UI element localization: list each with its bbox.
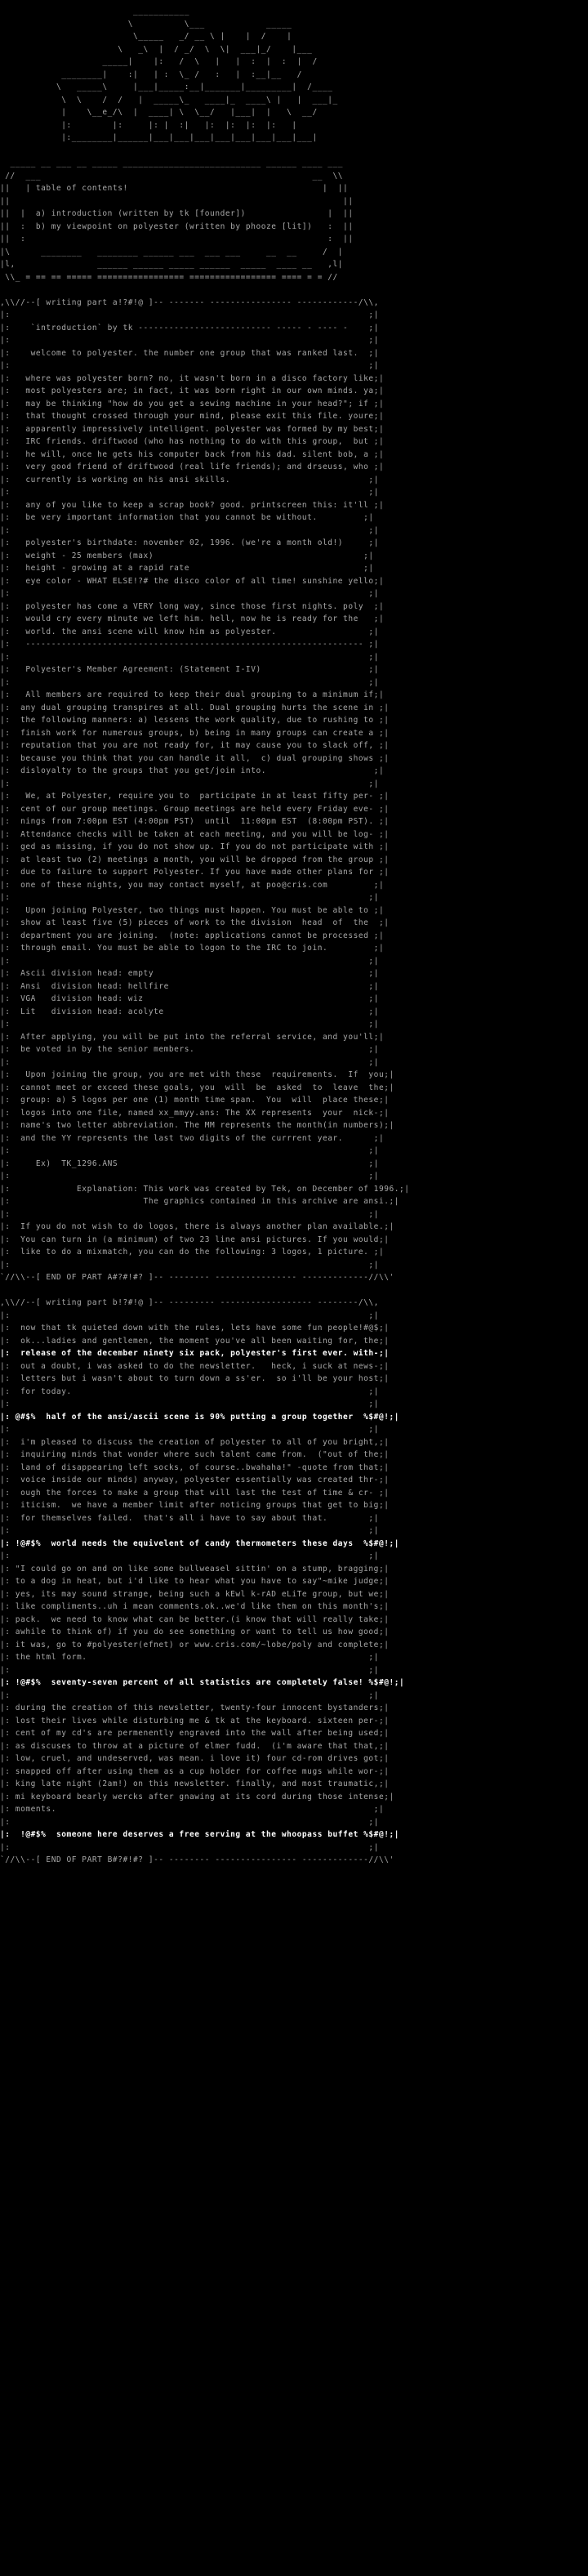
text-line: \_____ _/ __ \ | | / | <box>0 32 292 41</box>
text-line: |: Upon joining the group, you are met with these requirements. If you;| <box>0 1070 394 1079</box>
text-line: |: name's two letter abbreviation. The MM represents the month(in numbers);| <box>0 1121 394 1130</box>
text-line: |: eye color - WHAT ELSE!?# the disco color of all time! sunshine yello;| <box>0 576 385 586</box>
text-line: |: would cry every minute we left him. hell, now he is ready for the ;| <box>0 614 385 623</box>
text-line: |: Upon joining Polyester, two things must happen. You must be able to ;| <box>0 905 385 915</box>
text-line: |: ough the forces to make a group that will last the test of time & cr- ;| <box>0 1488 390 1498</box>
text-line: ,\\//--[ writing part b!?#!@ ]-- --------- ------------------ --------/\\, <box>0 1298 379 1307</box>
text-line: |: IRC friends. driftwood (who has nothing to do with this group, but ;| <box>0 437 385 446</box>
text-line: |: ;| <box>0 1260 379 1270</box>
text-line: |: now that tk quieted down with the rules, lets have some fun people!#@$;| <box>0 1324 390 1333</box>
text-line: |: snapped off after using them as a cup holder for coffee mugs while wor-;| <box>0 1766 390 1776</box>
text-line: |: weight - 25 members (max) ;| <box>0 551 374 560</box>
text-line: |: through email. You must be able to logon to the IRC to join. ;| <box>0 944 385 953</box>
text-line: |: pack. we need to know what can be better.(i know that will really take;| <box>0 1614 390 1624</box>
text-line: |: welcome to polyester. the number one group that was ranked last. ;| <box>0 348 379 358</box>
text-line: `//\\--[ END OF PART B#?#!#? ]-- -------- ---------------- -------------//\\' <box>0 1855 394 1864</box>
text-line: |: it was, go to #polyester(efnet) or www.cris.com/~lobe/poly and complete;| <box>0 1640 390 1650</box>
text-line: |: during the creation of this newsletter, twenty-four innocent bystanders;| <box>0 1703 390 1712</box>
text-line: |: for today. ;| <box>0 1386 379 1396</box>
text-line: |: one of these nights, you may contact myself, at poo@cris.com ;| <box>0 880 385 890</box>
text-line: |: cannot meet or exceed these goals, you will be asked to leave the;| <box>0 1083 394 1092</box>
text-line <box>0 283 588 297</box>
text-line: |: ------------------------------------------------------------------ ;| <box>0 640 379 649</box>
text-line: |: All members are required to keep their dual grouping to a minimum if;| <box>0 690 385 699</box>
text-line: |: ;| <box>0 1842 379 1852</box>
text-line: |: the html form. ;| <box>0 1653 379 1662</box>
text-line: |: Attendance checks will be taken at each meeting, and you will be log- ;| <box>0 829 390 839</box>
text-line: |: The graphics contained in this archive are ansi.;| <box>0 1197 400 1206</box>
text-line: |: !@#$% world needs the equivelent of candy thermometers these days %$#@!;| <box>0 1538 400 1548</box>
text-line: |: ;| <box>0 1020 379 1029</box>
text-line: \ _\ | / _/ \ \| ___|_/ |___ <box>0 44 313 54</box>
text-line: |: show at least five (5) pieces of work to the division head of the ;| <box>0 918 390 927</box>
text-line: |: You can turn in (a minimum) of two 23 line ansi pictures. If you would;| <box>0 1234 390 1244</box>
text-line: _____ __ ___ __ _____ ___________________________ ______ ____ ___ <box>0 158 344 167</box>
text-line: |: disloyalty to the groups that you get/join into. ;| <box>0 766 385 775</box>
text-line: |: polyester's birthdate: november 02, 1996. (we're a month old!) ;| <box>0 538 379 547</box>
text-line: |: any dual grouping transpires at all. Dual grouping hurts the scene in ;| <box>0 703 390 712</box>
text-line: |: as discuses to throw at a picture of elmer fudd. (i'm aware that that,;| <box>0 1741 390 1751</box>
text-line: |: "I could go on and on like some bullweasel sittin' on a stump, bragging;| <box>0 1564 390 1574</box>
text-line: |: where was polyester born? no, it wasn't born in a disco factory like;| <box>0 373 385 383</box>
text-line: |: ;| <box>0 1209 379 1219</box>
text-line: |: ;| <box>0 488 379 497</box>
text-line: |: currently is working on his ansi skills. ;| <box>0 475 379 484</box>
text-line: |: mi keyboard bearly wercks after gnawing at its cord during those intense;| <box>0 1792 394 1801</box>
text-line: \ \ / / | _____\_ ____|_ ____\ | | ___|_ <box>0 95 338 105</box>
text-line: |: ;| <box>0 589 379 598</box>
text-line: |: @#$% half of the ansi/ascii scene is 90% putting a group together %$#@!;| <box>0 1412 400 1422</box>
text-line: | \__e_/\ | ____| \ \__/ |___| | \ __/ <box>0 108 318 117</box>
text-line: ___________ <box>0 7 189 16</box>
text-line: |: awhile to think of) if you do see something or want to tell us how good;| <box>0 1627 390 1636</box>
text-line: |: department you are joining. (note: applications cannot be processed ;| <box>0 931 385 940</box>
text-line: |: like compliments..uh i mean comments.ok..we'd like them on this month's;| <box>0 1602 390 1611</box>
text-line: |: After applying, you will be put into the referral service, and you'll;| <box>0 1032 385 1042</box>
text-line: |: voice inside our minds) anyway, polyester essentially was created thr-;| <box>0 1476 390 1484</box>
text-line: |: he will, once he gets his computer back from his dad. silent bob, a ;| <box>0 449 385 459</box>
text-line: || | table of contents! | || <box>0 184 349 193</box>
text-line: |: ;| <box>0 1551 379 1560</box>
text-line <box>0 1284 588 1297</box>
text-line: |: the following manners: a) lessens the work quality, due to rushing to ;| <box>0 716 390 725</box>
text-line: |: be voted in by the senior members. ;| <box>0 1045 379 1054</box>
text-line: |: reputation that you are not ready for, it may cause you to slack off, ;| <box>0 741 390 750</box>
text-line: |: Ascii division head: empty ;| <box>0 969 379 978</box>
text-line: |: iticism. we have a member limit after noticing groups that get to big;| <box>0 1501 390 1510</box>
text-line: |: |: |: | :| |: |: |: |: | <box>0 120 297 130</box>
text-line: |: king late night (2am!) on this newsletter. finally, and most traumatic,;| <box>0 1779 390 1788</box>
text-line: |: We, at Polyester, require you to participate in at least fifty per- ;| <box>0 792 390 801</box>
text-line: |: and the YY represents the last two digits of the currrent year. ;| <box>0 1133 385 1143</box>
text-line: |: ;| <box>0 1146 379 1155</box>
text-line: |: ;| <box>0 1690 379 1700</box>
text-line: |: !@#$% seventy-seven percent of all statistics are completely false! %$#@!;| <box>0 1678 405 1687</box>
text-line: |: ;| <box>0 779 379 788</box>
text-line: |: ;| <box>0 1057 379 1067</box>
text-line: |: VGA division head: wiz ;| <box>0 994 379 1003</box>
text-line: || | a) introduction (written by tk [founder]) | || <box>0 209 354 218</box>
text-line: |: due to failure to support Polyester. If you have made other plans for ;| <box>0 868 390 877</box>
text-line: _____| |: / \ | | : | : | / <box>0 57 318 66</box>
text-line: |: height - growing at a rapid rate ;| <box>0 564 374 573</box>
text-line: |: ;| <box>0 677 379 687</box>
text-line: |: out a doubt, i was asked to do the newsletter. heck, i suck at news-;| <box>0 1361 390 1371</box>
text-line: |: land of disappearing left socks, of course..bwahaha!" -quote from that;| <box>0 1462 390 1472</box>
text-line: \ \___ _____ <box>0 19 292 29</box>
text-line: ,\\//--[ writing part a!?#!@ ]-- ------- ---------------- ------------/\\, <box>0 297 379 307</box>
text-line: |: ;| <box>0 310 379 319</box>
text-line: `//\\--[ END OF PART A#?#!#? ]-- -------- ---------------- -------------//\\' <box>0 1273 394 1282</box>
text-line: |: !@#$% someone here deserves a free serving at the whoopass buffet %$#@!;| <box>0 1830 400 1839</box>
text-line <box>0 145 588 158</box>
text-line: |: ;| <box>0 1425 379 1434</box>
text-line: ________| :| | : \_ / : | :__|__ / <box>0 69 302 79</box>
text-line: |: ;| <box>0 1172 379 1181</box>
text-line: |: that thought crossed through your mind, please exit this file. youre;| <box>0 412 385 421</box>
text-line: |: ;| <box>0 1817 379 1827</box>
text-line: |: most polyesters are; in fact, it was born right in our own minds. ya;| <box>0 386 385 395</box>
text-line: |: low, cruel, and undeserved, was mean. i love it) four cd-rom drives got;| <box>0 1754 390 1763</box>
text-line: |: like to do a mixmatch, you can do the following: 3 logos, 1 picture. ;| <box>0 1248 385 1257</box>
text-line: |: moments. ;| <box>0 1805 385 1814</box>
text-line: |:________|______|___|___|___|___|___|___|___|___| <box>0 133 318 142</box>
text-line: |: ged as missing, if you do not show up. If you do not participate with ;| <box>0 842 390 851</box>
text-line: |: to a dog in heat, but i'd like to hear what you have to say"~mike judge;| <box>0 1577 390 1586</box>
text-line: |: Explanation: This work was created by Tek, on December of 1996.;| <box>0 1184 410 1194</box>
text-line: |: ;| <box>0 893 379 902</box>
text-line: || : : || <box>0 234 354 243</box>
text-line: |: yes, its may sound strange, being such a kEwl k-rAD eLiTe group, but we;| <box>0 1589 390 1599</box>
text-line: |: may be thinking "how do you get a sewing machine in your head?"; if ;| <box>0 399 385 408</box>
text-line: |: group: a) 5 logos per one (1) month time span. You will place these;| <box>0 1096 390 1105</box>
text-line: |: If you do not wish to do logos, there is always another plan available.;| <box>0 1222 394 1231</box>
text-line: |: release of the december ninety six pack, polyester's first ever. with-;| <box>0 1349 390 1358</box>
text-line: |: ;| <box>0 652 379 662</box>
text-line: |: apparently impressively intelligent. polyester was formed by my best;| <box>0 424 385 434</box>
text-line: |: polyester has come a VERY long way, since those first nights. poly ;| <box>0 601 385 611</box>
text-line: |\ ________ ________ ______ ___ ___ ___ __ __ / | <box>0 247 344 257</box>
text-line: |: be very important information that you cannot be without. ;| <box>0 513 374 522</box>
text-line: |: ;| <box>0 1400 379 1409</box>
text-line: |: inquiring minds that wonder where such talent came from. ("out of the;| <box>0 1450 390 1459</box>
text-line: |: Polyester's Member Agreement: (Statement I-IV) ;| <box>0 665 379 674</box>
text-line: |: any of you like to keep a scrap book? good. printscreen this: it'll ;| <box>0 500 385 510</box>
text-line: |: ;| <box>0 525 379 535</box>
text-line: |: nings from 7:00pm EST (4:00pm PST) until 11:00pm EST (8:00pm PST). ;| <box>0 817 390 826</box>
text-line: |: finish work for numerous groups, b) being in many groups can create a ;| <box>0 728 390 738</box>
text-line: |: for themselves failed. that's all i have to say about that. ;| <box>0 1513 379 1523</box>
text-line: |: `introduction` by tk -------------------------- ----- - ---- - ;| <box>0 323 379 333</box>
text-line: || : b) my viewpoint on polyester (written by phooze [lit]) : || <box>0 221 354 231</box>
text-line: |: very good friend of driftwood (real life friends); and drseuss, who ;| <box>0 462 385 471</box>
text-line: |: ;| <box>0 361 379 370</box>
text-line: |: lost their lives while disturbing me & tk at the keyboard. sixteen per-;| <box>0 1716 390 1726</box>
text-line: |: ok...ladies and gentlemen, the moment you've all been waiting for, the;| <box>0 1336 390 1346</box>
text-line: \ _____\ |___|_____:__|_______|_________| /____ <box>0 83 333 92</box>
text-line: |: because you think that you can handle it all, c) dual grouping shows ;| <box>0 753 390 763</box>
text-line: |: ;| <box>0 336 379 345</box>
text-line: // ___ __ \\ <box>0 171 344 181</box>
text-line: |: ;| <box>0 956 379 966</box>
text-line: |: world. the ansi scene will know him as polyester. ;| <box>0 627 379 636</box>
text-line: |l, ______ ______ _____ ______ _____ ____ __ ,l| <box>0 260 344 269</box>
text-line: || || <box>0 196 354 206</box>
text-line: |: Lit division head: acolyte ;| <box>0 1007 379 1016</box>
text-line: |: cent of my cd's are permenently engraved into the wall after being used;| <box>0 1729 390 1738</box>
text-line: |: logos into one file, named xx_mmyy.ans: The XX represents your nick-;| <box>0 1108 390 1118</box>
text-line: |: Ansi division head: hellfire ;| <box>0 981 379 991</box>
text-line: |: letters but i wasn't about to turn down a ss'er. so i'll be your host;| <box>0 1374 390 1383</box>
text-line: \\_ = == == ===== ================= ================= ==== = = // <box>0 272 338 282</box>
text-line: |: Ex) TK_1296.ANS ;| <box>0 1159 379 1168</box>
text-line: |: at least two (2) meetings a month, you will be dropped from the group ;| <box>0 855 390 864</box>
text-line: |: cent of our group meetings. Group meetings are held every Friday eve- ;| <box>0 804 390 814</box>
text-line: |: ;| <box>0 1665 379 1675</box>
text-line: |: i'm pleased to discuss the creation of polyester to all of you bright,;| <box>0 1437 390 1447</box>
text-line: |: ;| <box>0 1526 379 1535</box>
text-line: |: ;| <box>0 1310 379 1320</box>
